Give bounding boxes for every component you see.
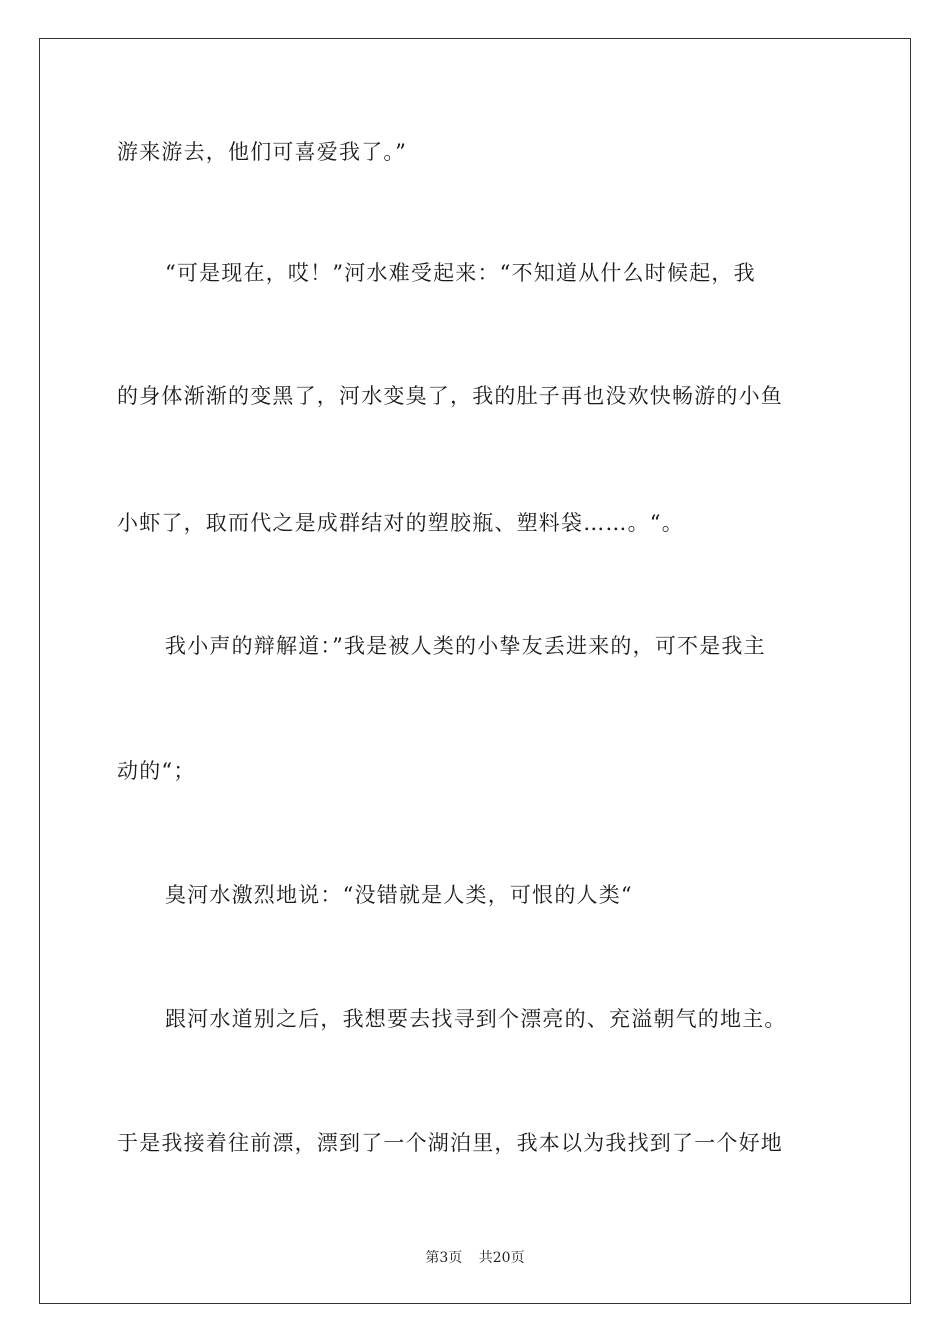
text-line-1: 游来游去，他们可喜爱我了。” <box>117 140 408 164</box>
text-line-5: 我小声的辩解道：”我是被人类的小挚友丢进来的，可不是我主 <box>165 634 766 658</box>
page-footer <box>0 1248 950 1268</box>
text-line-9: 于是我接着往前漂，漂到了一个湖泊里，我本以为我找到了一个好地 <box>117 1131 783 1155</box>
page-border <box>39 38 911 1304</box>
page-number: 第3页 <box>425 1250 463 1266</box>
text-line-4: 小虾了，取而代之是成群结对的塑胶瓶、塑料袋……。“。 <box>117 511 684 535</box>
page-total: 共20页 <box>478 1250 525 1266</box>
text-line-8: 跟河水道别之后，我想要去找寻到个漂亮的、充溢朝气的地主。 <box>165 1007 787 1031</box>
text-line-6: 动的“； <box>117 759 196 783</box>
text-line-2: “可是现在，哎！”河水难受起来：“不知道从什么时候起，我 <box>165 261 756 285</box>
text-line-3: 的身体渐渐的变黑了，河水变臭了，我的肚子再也没欢快畅游的小鱼 <box>117 384 783 408</box>
text-line-7: 臭河水激烈地说：“没错就是人类，可恨的人类“ <box>165 883 633 907</box>
